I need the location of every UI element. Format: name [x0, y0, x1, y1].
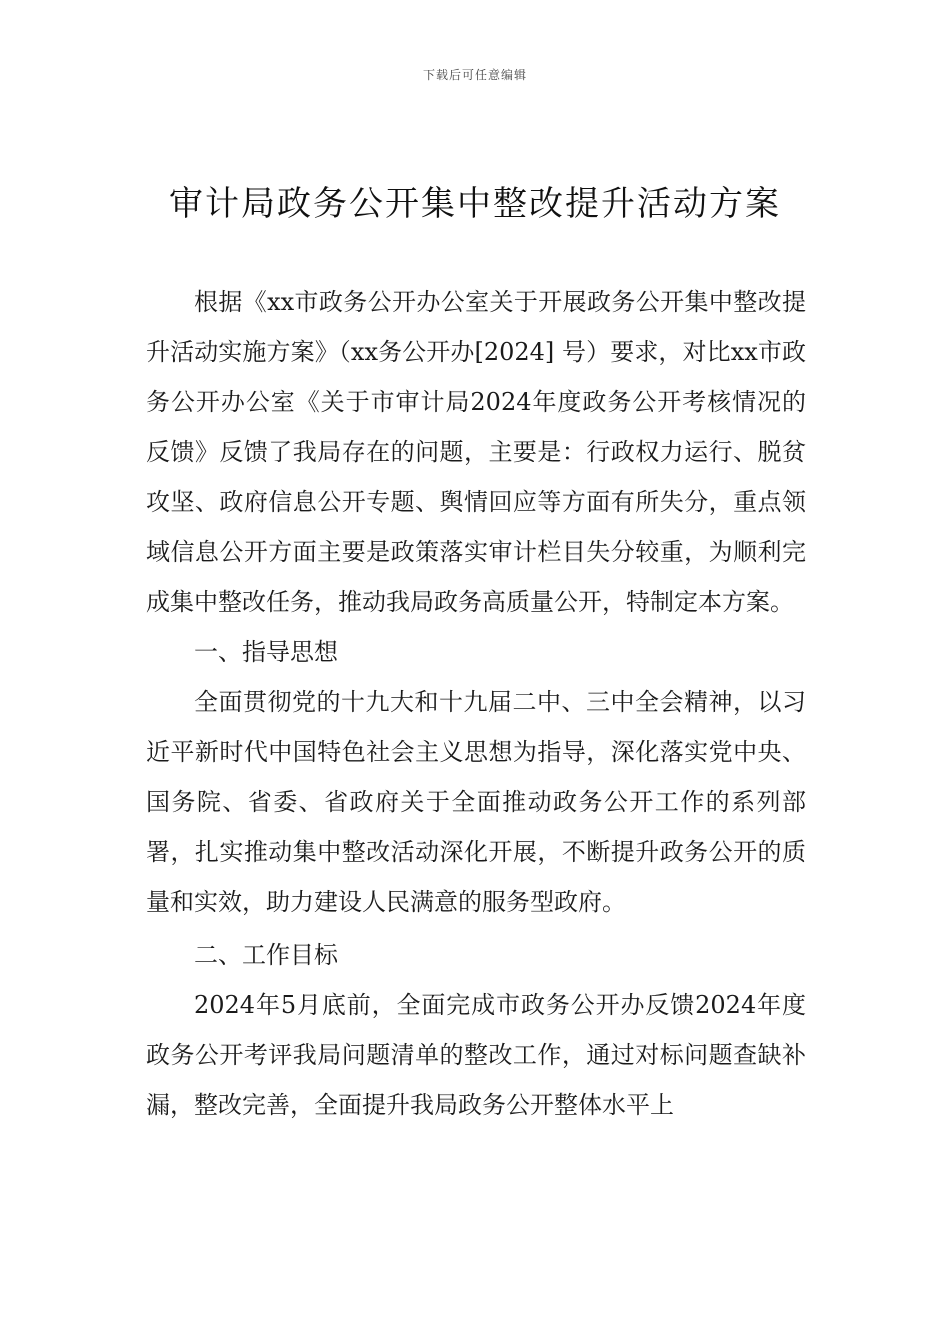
section-heading-work-goals: 二、工作目标: [194, 941, 338, 969]
guiding-ideology-paragraph: 全面贯彻党的十九大和十九届二中、三中全会精神，以习近平新时代中国特色社会主义思想为指导，深化落实党中央、国务院、省委、省政府关于全面推动政务公开工作的系列部署，扎实推动集中整改活动深化开展，不断提升政务公开的质量和实效，助力建设人民满意的服务型政府。: [146, 688, 806, 916]
document-title: 审计局政务公开集中整改提升活动方案: [169, 184, 781, 224]
header-note: 下载后可任意编辑: [422, 68, 527, 82]
section-heading-guiding-ideology: 一、指导思想: [194, 638, 338, 666]
document-body: [146, 277, 806, 1130]
intro-paragraph: 根据《xx市政务公开办公室关于开展政务公开集中整改提升活动实施方案》（xx务公开办[2024] 号）要求，对比xx市政务公开办公室《关于市审计局2024年度政务公开考核情况的反馈》反馈了我局存在的问题，主要是：行政权力运行、脱贫攻坚、政府信息公开专题、舆情回应等方面有所失分，重点领域信息公开方面主要是政策落实审计栏目失分较重，为顺利完成集中整改任务，推动我局政务高质量公开，特制定本方案。: [146, 288, 806, 616]
work-goals-paragraph: 2024年5月底前，全面完成市政务公开办反馈2024年度政务公开考评我局问题清单的整改工作，通过对标问题查缺补漏，整改完善，全面提升我局政务公开整体水平上: [146, 991, 806, 1119]
